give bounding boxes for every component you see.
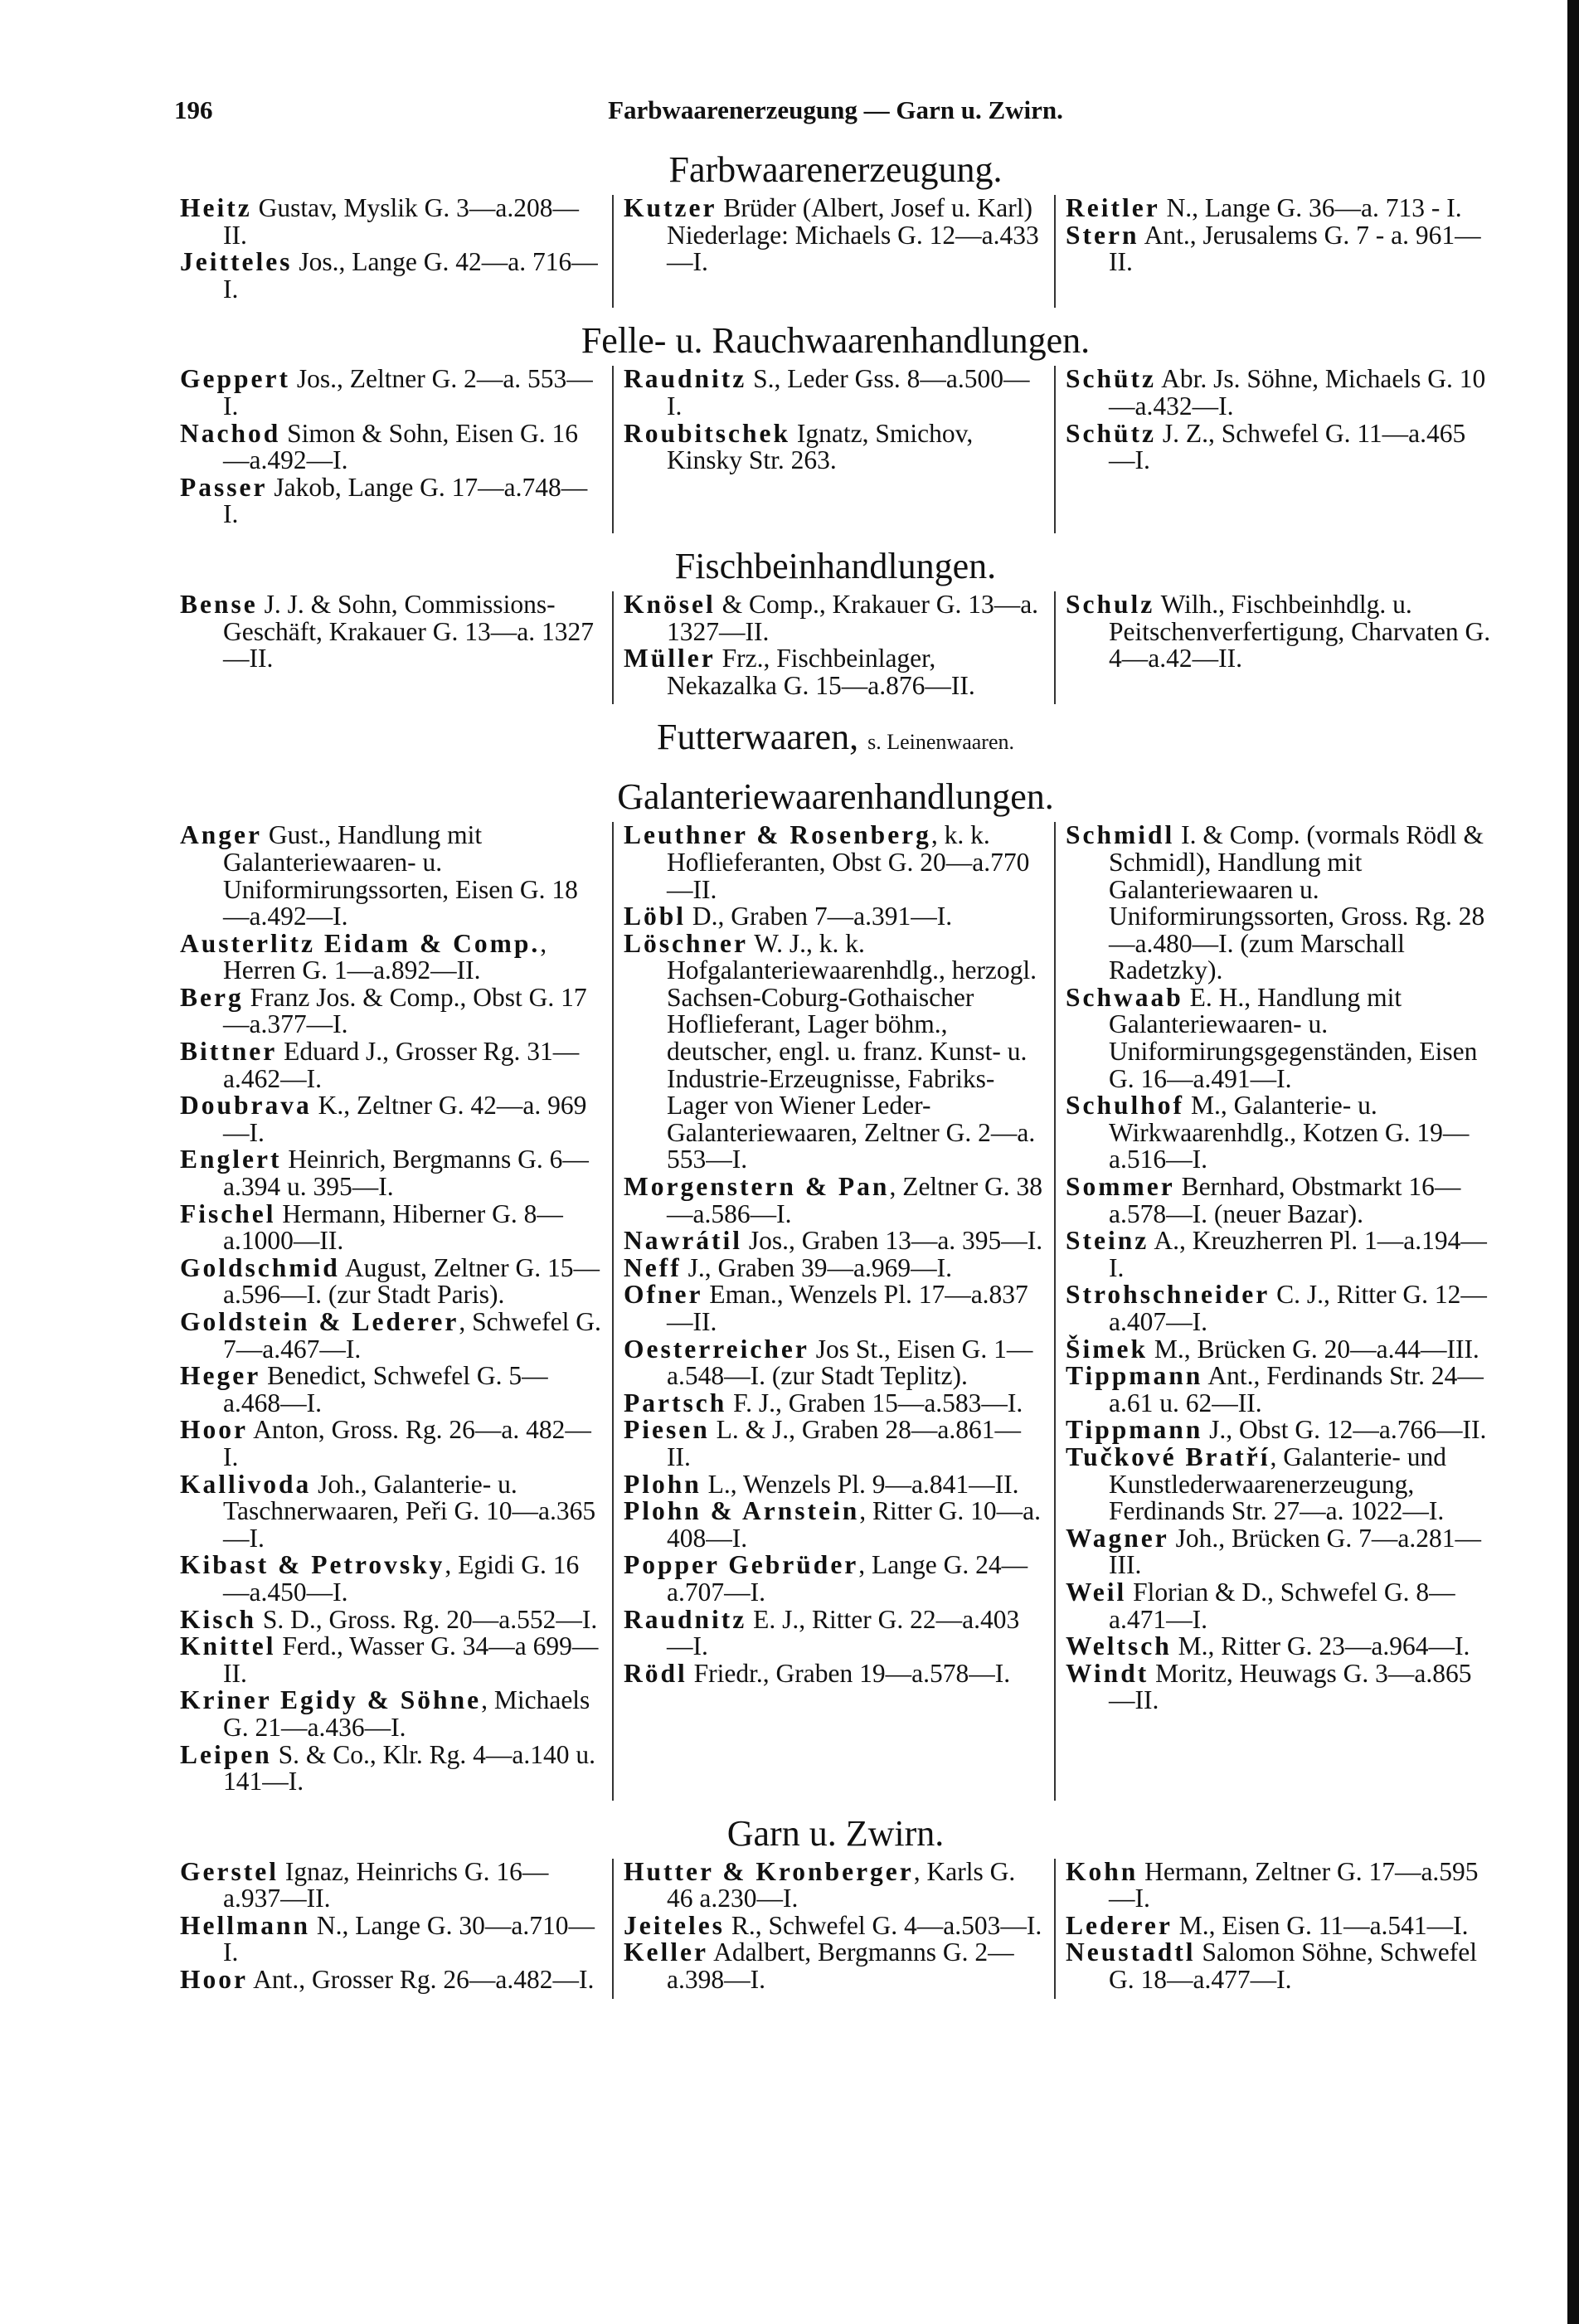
entry-name: Stern <box>1066 220 1139 250</box>
entry-name: Morgenstern & Pan <box>624 1172 890 1202</box>
entry-details: I. & Comp. (vormals Rödl & Schmidl), Handlung mit Galanteriewaaren u. Uniformirungssorten, Gross. Rg. 28—a.480—I. (zum Marschall Radetzky). <box>1109 820 1485 985</box>
entry-details: Benedict, Schwefel G. 5—a.468—I. <box>223 1361 548 1417</box>
entry-name: Leipen <box>180 1739 272 1769</box>
directory-entry <box>1066 982 1491 1093</box>
section-title <box>170 716 1501 764</box>
directory-entry <box>1066 1525 1491 1579</box>
entry-name: Plohn <box>624 1469 702 1499</box>
entry-name: Fischel <box>180 1198 276 1228</box>
column <box>170 1856 612 1999</box>
directory-entry <box>180 1967 602 1994</box>
entry-name: Lederer <box>1066 1910 1173 1940</box>
entry-name: Englert <box>180 1145 282 1174</box>
entry-name: Passer <box>180 472 268 502</box>
entry-name: Neff <box>624 1252 682 1282</box>
entry-name: Tippmann <box>1066 1361 1203 1391</box>
column <box>612 195 1054 308</box>
entry-name: Partsch <box>624 1388 727 1417</box>
entry-details: J., Graben 39—a.969—I. <box>681 1252 953 1282</box>
directory-entry <box>180 1092 602 1146</box>
entry-details: Jakob, Lange G. 17—a.748—I. <box>223 472 588 529</box>
entry-details: Ant., Ferdinands Str. 24—a.61 u. 62—II. <box>1109 1361 1484 1417</box>
directory-entry <box>624 928 1044 1174</box>
entry-details: , Michaels G. 21—a.436—I. <box>223 1685 590 1742</box>
entry-details: Eduard J., Grosser Rg. 31—a.462—I. <box>223 1037 580 1093</box>
entry-name: Geppert <box>180 364 290 394</box>
directory-entry <box>1066 822 1491 985</box>
directory-entry <box>180 366 602 420</box>
entry-name: Oesterreicher <box>624 1334 809 1364</box>
entry-name: Kisch <box>180 1604 257 1634</box>
entry-details: Simon & Sohn, Eisen G. 16—a.492—I. <box>223 418 579 475</box>
directory-entry <box>624 1856 1044 1913</box>
entry-details: F. J., Graben 15—a.583—I. <box>726 1388 1023 1417</box>
entry-name: Kriner Egidy & Söhne <box>180 1685 482 1715</box>
directory-entry <box>1066 195 1491 222</box>
entry-details: Anton, Gross. Rg. 26—a. 482—I. <box>223 1415 591 1471</box>
entry-name: Knösel <box>624 589 716 619</box>
directory-entry <box>1066 1444 1491 1525</box>
section-title <box>170 545 1501 588</box>
entry-details: , Herren G. 1—a.892—II. <box>223 928 547 985</box>
entry-details: Hermann, Zeltner G. 17—a.595—I. <box>1109 1856 1479 1913</box>
directory-entry <box>624 1252 1044 1282</box>
column <box>612 822 1054 1800</box>
directory-entry <box>180 1146 602 1200</box>
section-title-text: Galanteriewaarenhandlungen. <box>617 776 1054 818</box>
directory-entry <box>180 1604 602 1634</box>
entry-name: Jeitteles <box>180 247 293 277</box>
entry-details: Jos., Graben 13—a. 395—I. <box>741 1226 1043 1256</box>
entry-details: L., Wenzels Pl. 9—a.841—II. <box>701 1469 1019 1499</box>
entry-details: Ferd., Wasser G. 34—a 699—II. <box>223 1631 599 1688</box>
entry-name: Roubitschek <box>624 418 791 448</box>
entry-details: , Egidi G. 16—a.450—I. <box>223 1550 580 1607</box>
entry-name: Kutzer <box>624 193 717 222</box>
entry-details: S. & Co., Klr. Rg. 4—a.140 u. 141—I. <box>223 1739 596 1796</box>
entry-details: D., Graben 7—a.391—I. <box>686 902 953 931</box>
directory-page <box>170 87 1501 1999</box>
entry-details: E. J., Ritter G. 22—a.403—I. <box>667 1604 1020 1661</box>
entry-name: Schwaab <box>1066 982 1183 1012</box>
entry-name: Schütz <box>1066 418 1157 448</box>
directory-entry <box>1066 1228 1491 1281</box>
entry-details: Gust., Handlung mit Galanteriewaaren- u. Uniformirungssorten, Eisen G. 18—a.492—I. <box>223 820 578 931</box>
entry-name: Strohschneider <box>1066 1280 1270 1310</box>
entry-name: Wagner <box>1066 1523 1169 1553</box>
entry-details: Franz Jos. & Comp., Obst G. 17—a.377—I. <box>223 982 587 1039</box>
directory-entry <box>180 1363 602 1417</box>
entry-name: Reitler <box>1066 193 1160 222</box>
entry-details: Joh., Galanterie- u. Taschnerwaaren, Peři G. 10—a.365—I. <box>223 1469 596 1553</box>
entry-name: Anger <box>180 820 262 850</box>
entry-name: Leuthner & Rosenberg <box>624 820 931 850</box>
entry-details: Ant., Grosser Rg. 26—a.482—I. <box>247 1965 595 1995</box>
directory-entry <box>624 1939 1044 1993</box>
entry-details: , k. k. Hoflieferanten, Obst G. 20—a.770—II. <box>667 820 1030 904</box>
entry-name: Neustadtl <box>1066 1937 1196 1967</box>
entry-name: Šimek <box>1066 1334 1149 1364</box>
section-title <box>170 775 1501 819</box>
entry-details: C. J., Ritter G. 12—a.407—I. <box>1109 1280 1487 1336</box>
directory-entry <box>180 822 602 930</box>
entry-name: Hutter & Kronberger <box>624 1856 914 1886</box>
directory-entry <box>180 928 602 985</box>
entry-name: Gerstel <box>180 1856 279 1886</box>
entry-details: J. Z., Schwefel G. 11—a.465—I. <box>1109 418 1466 475</box>
entry-name: Sommer <box>1066 1172 1175 1202</box>
entry-details: Hermann, Hiberner G. 8—a.1000—II. <box>223 1198 563 1256</box>
scan-edge <box>1567 0 1579 2324</box>
directory-entry <box>1066 1910 1491 1940</box>
entry-details: S. D., Gross. Rg. 20—a.552—I. <box>256 1604 598 1634</box>
entry-details: J. J. & Sohn, Commissions-Geschäft, Krakauer G. 13—a. 1327—II. <box>223 589 594 673</box>
directory-entry <box>1066 1363 1491 1417</box>
entry-details: , Lange G. 24—a.707—I. <box>667 1550 1028 1607</box>
directory-entry <box>1066 1281 1491 1335</box>
directory-entry <box>180 249 602 303</box>
directory-entry <box>624 1552 1044 1606</box>
directory-entry <box>624 591 1044 645</box>
directory-entry <box>180 474 602 528</box>
entry-name: Ofner <box>624 1280 703 1310</box>
entry-details: N., Lange G. 36—a. 713 - I. <box>1159 193 1462 222</box>
entry-details: Jos., Zeltner G. 2—a. 553—I. <box>223 364 593 421</box>
entry-details: Florian & D., Schwefel G. 8—a.471—I. <box>1109 1577 1455 1634</box>
column <box>612 366 1054 533</box>
entry-details: & Comp., Krakauer G. 13—a. 1327—II. <box>667 589 1039 646</box>
directory-entry <box>180 418 602 475</box>
directory-entry <box>1066 222 1491 276</box>
entry-name: Steinz <box>1066 1226 1149 1256</box>
entry-details: Eman., Wenzels Pl. 17—a.837—II. <box>667 1280 1028 1336</box>
entry-details: K., Zeltner G. 42—a. 969—I. <box>223 1091 587 1147</box>
entry-details: Jos St., Eisen G. 1—a.548—I. (zur Stadt Teplitz). <box>667 1334 1033 1391</box>
entry-name: Kallivoda <box>180 1469 312 1499</box>
directory-entry <box>624 1174 1044 1228</box>
entry-details: , Schwefel G. 7—a.467—I. <box>223 1307 601 1364</box>
running-title: Farbwaarenerzeugung — Garn u. Zwirn. <box>608 95 1063 124</box>
entry-name: Tučkové Bratří <box>1066 1442 1270 1471</box>
entry-name: Schütz <box>1066 364 1157 394</box>
entry-name: Berg <box>180 982 244 1012</box>
directory-entry <box>624 1336 1044 1390</box>
directory-entry <box>1066 1856 1491 1913</box>
directory-entry <box>624 903 1044 931</box>
directory-entry <box>1066 1417 1491 1444</box>
entry-name: Bense <box>180 589 258 619</box>
section-title-text: Felle- u. Rauchwaarenhandlungen. <box>581 320 1091 362</box>
entry-details: E. H., Handlung mit Galanteriewaaren- u. Uniformirungsgegenständen, Eisen G. 16—a.491—I. <box>1109 982 1478 1093</box>
entry-name: Weil <box>1066 1577 1127 1607</box>
directory-entry <box>624 1498 1044 1552</box>
column <box>170 366 612 533</box>
column <box>170 591 612 704</box>
page-number: 196 <box>174 95 213 124</box>
directory-entry <box>624 195 1044 276</box>
entry-details: S., Leder Gss. 8—a.500—I. <box>667 364 1030 421</box>
entry-details: J., Obst G. 12—a.766—II. <box>1202 1415 1487 1445</box>
directory-entry <box>180 1198 602 1256</box>
section-title-text: Futterwaaren, <box>657 717 859 758</box>
directory-entry <box>1066 1336 1491 1364</box>
entry-name: Goldstein & Lederer <box>180 1307 459 1336</box>
directory-entry <box>180 982 602 1039</box>
entry-details: Ignatz, Smichov, Kinsky Str. 263. <box>667 418 974 475</box>
entry-name: Popper Gebrüder <box>624 1550 859 1580</box>
entry-name: Plohn & Arnstein <box>624 1496 860 1526</box>
directory-entry <box>1066 1579 1491 1633</box>
entry-name: Heitz <box>180 193 252 222</box>
directory-entry <box>180 195 602 249</box>
directory-entry <box>624 1228 1044 1255</box>
section-title <box>170 319 1501 362</box>
entry-details: Adalbert, Bergmanns G. 2—a.398—I. <box>667 1937 1014 1995</box>
directory-entry <box>624 645 1044 699</box>
directory-entry <box>180 1471 602 1553</box>
column <box>612 1856 1054 1999</box>
section-columns <box>170 366 1501 533</box>
entry-name: Rödl <box>624 1658 687 1688</box>
entry-name: Hellmann <box>180 1910 311 1940</box>
entry-name: Müller <box>624 644 716 673</box>
directory-entry <box>1066 1174 1491 1228</box>
entry-name: Nachod <box>180 418 281 448</box>
entry-name: Kibast & Petrovsky <box>180 1550 445 1580</box>
entry-details: Moritz, Heuwags G. 3—a.865—II. <box>1109 1658 1472 1715</box>
section-title <box>170 148 1501 192</box>
directory-entry <box>624 1390 1044 1417</box>
column <box>612 591 1054 704</box>
section-title <box>170 1812 1501 1855</box>
entry-details: , Karls G. 46 a.230—I. <box>667 1856 1016 1913</box>
entry-name: Piesen <box>624 1415 710 1445</box>
directory-content <box>170 148 1501 1999</box>
entry-details: M., Eisen G. 11—a.541—I. <box>1172 1910 1469 1940</box>
entry-name: Nawrátil <box>624 1226 742 1256</box>
entry-details: August, Zeltner G. 15—a.596—I. (zur Stadt Paris). <box>223 1252 600 1310</box>
entry-details: Abr. Js. Söhne, Michaels G. 10—a.432—I. <box>1109 364 1486 421</box>
entry-details: , Zeltner G. 38—a.586—I. <box>667 1172 1043 1228</box>
directory-entry <box>180 1910 602 1967</box>
directory-entry <box>180 1856 602 1913</box>
directory-entry <box>180 1252 602 1310</box>
section-title-text: Garn u. Zwirn. <box>726 1812 945 1854</box>
directory-entry <box>624 1471 1044 1499</box>
directory-entry <box>1066 1092 1491 1174</box>
directory-entry <box>1066 1939 1491 1993</box>
running-header <box>170 87 1501 137</box>
entry-details: M., Ritter G. 23—a.964—I. <box>1171 1631 1470 1661</box>
entry-name: Raudnitz <box>624 1604 747 1634</box>
directory-entry <box>624 1281 1044 1335</box>
column <box>1054 1856 1501 1999</box>
entry-name: Jeiteles <box>624 1910 725 1940</box>
directory-entry <box>624 1910 1044 1940</box>
entry-details: Ant., Jerusalems G. 7 - a. 961—II. <box>1109 220 1481 277</box>
column <box>1054 822 1501 1800</box>
entry-details: M., Brücken G. 20—a.44—III. <box>1148 1334 1479 1364</box>
entry-details: , Galanterie- und Kunstlederwaarenerzeugung, Ferdinands Str. 27—a. 1022—I. <box>1109 1442 1447 1526</box>
directory-entry <box>180 1309 602 1363</box>
directory-entry <box>180 1038 602 1092</box>
entry-details: Bernhard, Obstmarkt 16—a.578—I. (neuer Bazar). <box>1109 1172 1461 1228</box>
section-title-text: Fischbeinhandlungen. <box>674 545 997 586</box>
entry-name: Heger <box>180 1361 261 1391</box>
entry-details: A., Kreuzherren Pl. 1—a.194—I. <box>1109 1226 1487 1282</box>
column <box>1054 591 1501 704</box>
entry-name: Knittel <box>180 1631 276 1661</box>
entry-name: Tippmann <box>1066 1415 1203 1445</box>
directory-entry <box>1066 418 1491 475</box>
entry-name: Austerlitz Eidam & Comp. <box>180 928 541 958</box>
directory-entry <box>1066 591 1491 673</box>
entry-details: Jos., Lange G. 42—a. 716—I. <box>223 247 598 304</box>
directory-entry <box>1066 1633 1491 1660</box>
column <box>1054 366 1501 533</box>
section-columns <box>170 822 1501 1800</box>
entry-name: Weltsch <box>1066 1631 1172 1661</box>
directory-entry <box>180 1633 602 1687</box>
entry-name: Schulhof <box>1066 1091 1185 1121</box>
entry-details: Brüder (Albert, Josef u. Karl) Niederlage: Michaels G. 12—a.433—I. <box>667 193 1039 277</box>
directory-entry <box>624 366 1044 420</box>
entry-name: Schmidl <box>1066 820 1175 850</box>
directory-entry <box>180 1687 602 1741</box>
entry-name: Windt <box>1066 1658 1149 1688</box>
entry-name: Hoor <box>180 1415 248 1445</box>
directory-entry <box>624 822 1044 903</box>
directory-entry <box>180 1552 602 1606</box>
entry-details: Frz., Fischbeinlager, Nekazalka G. 15—a.876—II. <box>667 644 975 700</box>
entry-name: Löbl <box>624 902 687 931</box>
entry-details: M., Galanterie- u. Wirkwaarenhdlg., Kotzen G. 19—a.516—I. <box>1109 1091 1470 1174</box>
entry-name: Raudnitz <box>624 364 747 394</box>
entry-details: Friedr., Graben 19—a.578—I. <box>687 1658 1011 1688</box>
column <box>1054 195 1501 308</box>
entry-name: Löschner <box>624 928 748 958</box>
entry-details: L. & J., Graben 28—a.861—II. <box>667 1415 1022 1471</box>
entry-details: Joh., Brücken G. 7—a.281—III. <box>1109 1523 1481 1580</box>
cross-reference: s. Leinenwaaren. <box>867 730 1014 755</box>
directory-entry <box>1066 1660 1491 1714</box>
section-columns <box>170 1856 1501 1999</box>
directory-entry <box>180 591 602 673</box>
entry-details: N., Lange G. 30—a.710—I. <box>223 1910 595 1967</box>
section-title-text: Farbwaarenerzeugung. <box>668 149 1003 190</box>
entry-details: Heinrich, Bergmanns G. 6—a.394 u. 395—I. <box>223 1145 589 1202</box>
entry-name: Kohn <box>1066 1856 1139 1886</box>
entry-name: Bittner <box>180 1037 278 1067</box>
entry-name: Keller <box>624 1937 708 1967</box>
directory-entry <box>624 1604 1044 1661</box>
directory-entry <box>624 418 1044 475</box>
entry-name: Schulz <box>1066 589 1155 619</box>
directory-entry <box>180 1417 602 1471</box>
directory-entry <box>180 1739 602 1796</box>
entry-details: Salomon Söhne, Schwefel G. 18—a.477—I. <box>1109 1937 1477 1995</box>
entry-details: W. J., k. k. Hofgalanteriewaarenhdlg., herzogl. Sachsen-Coburg-Gothaischer Hoflieferant, Lager böhm., deutscher, engl. u. franz. Kunst- u. Industrie-Erzeugnisse, Fabriks-Lager von Wiener Leder-Galanteriewaaren, Zeltner G. 2—a. 553—I. <box>667 928 1037 1174</box>
entry-details: R., Schwefel G. 4—a.503—I. <box>724 1910 1042 1940</box>
section-columns <box>170 195 1501 308</box>
entry-name: Doubrava <box>180 1091 312 1121</box>
entry-name: Goldschmid <box>180 1252 340 1282</box>
column <box>170 822 612 1800</box>
entry-name: Hoor <box>180 1965 248 1995</box>
section-columns <box>170 591 1501 704</box>
entry-details: Ignaz, Heinrichs G. 16—a.937—II. <box>223 1856 549 1913</box>
directory-entry <box>624 1417 1044 1471</box>
column <box>170 195 612 308</box>
entry-details: , Ritter G. 10—a. 408—I. <box>667 1496 1041 1553</box>
directory-entry <box>624 1660 1044 1688</box>
entry-details: Wilh., Fischbeinhdlg. u. Peitschenverfertigung, Charvaten G. 4—a.42—II. <box>1109 589 1491 673</box>
directory-entry <box>1066 366 1491 420</box>
entry-details: Gustav, Myslik G. 3—a.208—II. <box>223 193 580 250</box>
